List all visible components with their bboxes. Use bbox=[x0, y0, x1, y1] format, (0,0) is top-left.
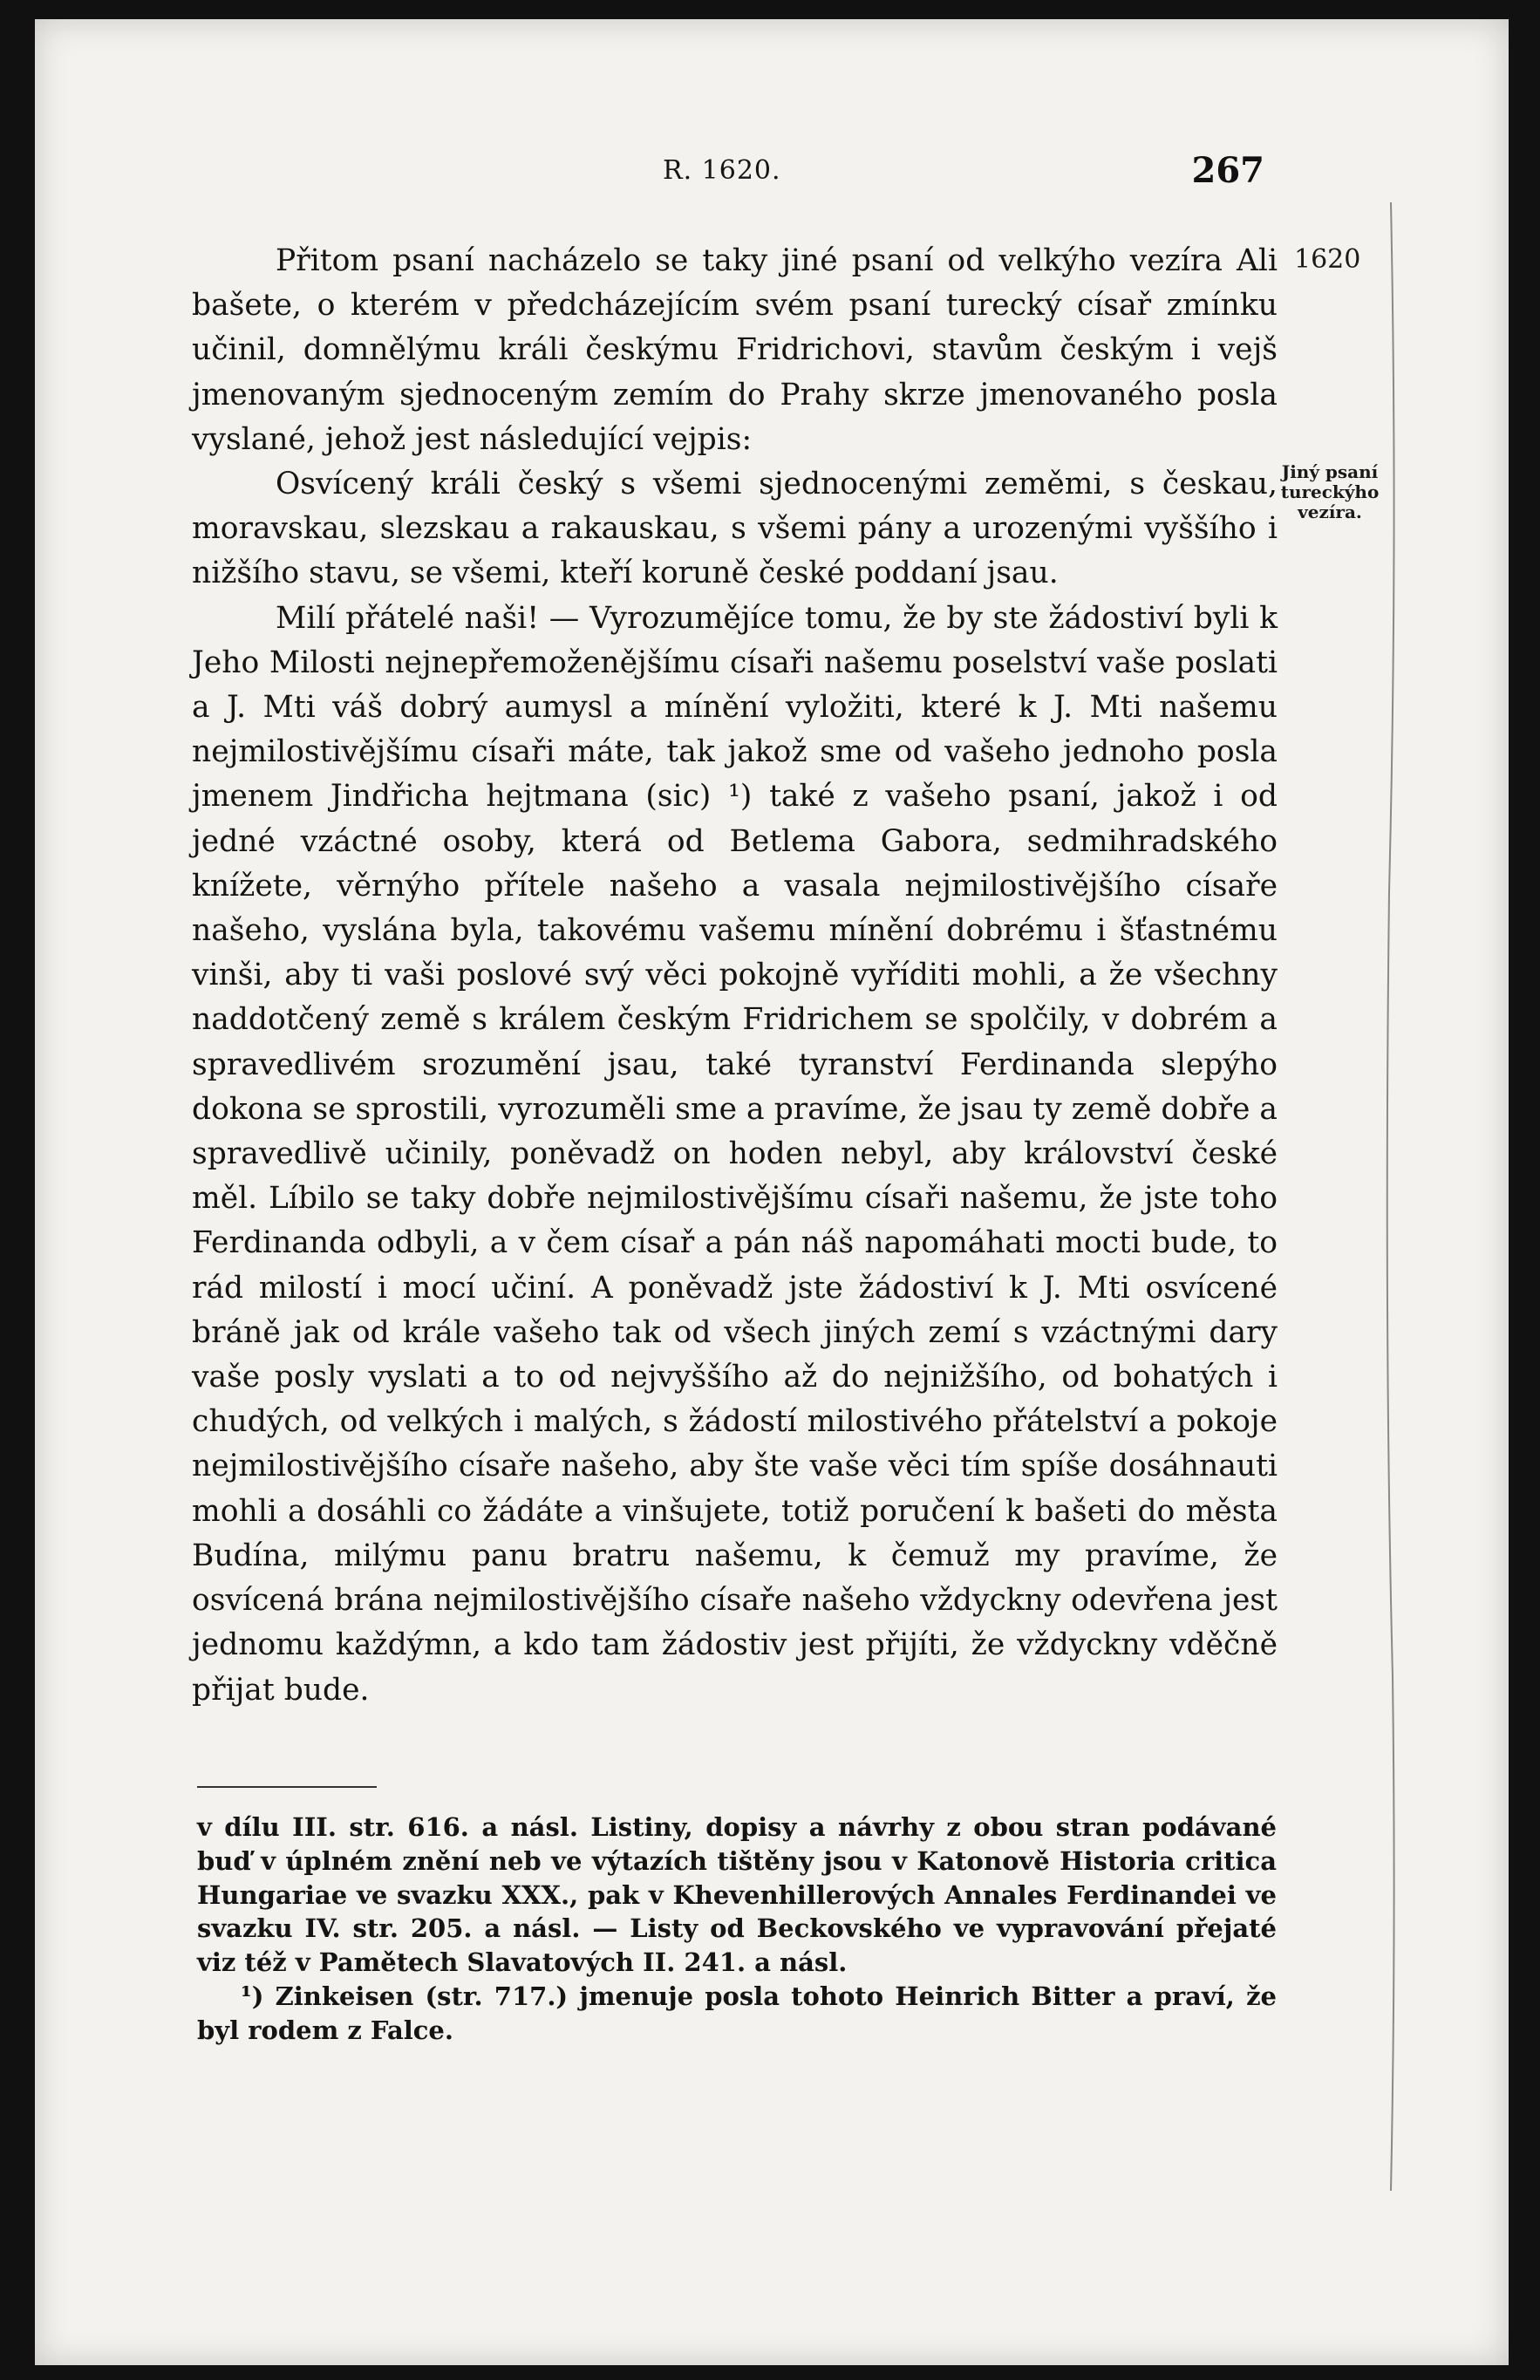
book-page bbox=[35, 19, 1509, 2365]
footnote: ¹) Zinkeisen (str. 717.) jmenuje posla tohoto Heinrich Bitter a praví, že byl rodem z Falce. bbox=[197, 1981, 1277, 2045]
margin-pencil-line bbox=[1373, 194, 1408, 2199]
page-number: 267 bbox=[1191, 150, 1264, 191]
margin-note bbox=[1273, 462, 1387, 522]
footnote-rule bbox=[197, 1786, 377, 1788]
paragraph-intro: Přitom psaní nacházelo se taky jiné psaní od velkýho vezíra Ali bašete, o kterém v předcházejícím svém psaní turecký císař zmínku učinil, domnělýmu králi českýmu Fridrichovi, stavům českým i vejš jmenovaným sjednoceným zemím do Prahy skrze jmenovaného posla vyslané, jehož jest následující vejpis: bbox=[192, 243, 1278, 457]
paragraph-salutation: Osvícený králi český s všemi sjednocenými zeměmi, s českau, moravskau, slezskau a rakauskau, s všemi pány a urozenými vyššího i nižšího stavu, se všemi, kteří koruně české poddaní jsau. bbox=[192, 467, 1278, 591]
footnote: v dílu III. str. 616. a násl. Listiny, dopisy a návrhy z obou stran podávané buď v úplném znění neb ve výtazích tištěny jsou v Katonově Historia critica Hungariae ve svazku XXX., pak v Khevenhillerových Annales Ferdinandei ve svazku IV. str. 205. a násl. — Listy od Beckovského ve vypravování přejaté viz též v Pamětech Slavatových II. 241. a násl. bbox=[197, 1812, 1277, 1978]
margin-note-line: vezíra. bbox=[1298, 501, 1362, 522]
main-text bbox=[192, 239, 1278, 1713]
margin-note-line: Jiný psaní bbox=[1281, 461, 1379, 482]
running-header bbox=[663, 150, 1264, 194]
margin-year: 1620 bbox=[1294, 244, 1361, 275]
header-year: R. 1620. bbox=[663, 155, 781, 186]
paragraph-letter: Milí přátelé naši! — Vyrozumějíce tomu, že by ste žádostiví byli k Jeho Milosti nejnepřemoženějšímu císaři našemu poselství vaše poslati a J. Mti váš dobrý aumysl a mínění vyložiti, které k J. Mti našemu nejmilostivějšímu císaři máte, tak jakož sme od vašeho jednoho posla jmenem Jindřicha hejtmana (sic) ¹) také z vašeho psaní, jakož i od jedné vzáctné osoby, která od Betlema Gabora, sedmihradského knížete, věrnýho přítele našeho a vasala nejmilostivějšího císaře našeho, vyslána byla, takovému vašemu mínění dobrému i šťastnému vinši, aby ti vaši poslové svý věci pokojně vyříditi mohli, a že všechny naddotčený země s králem českým Fridrichem se spolčily, v dobrém a spravedlivém srozumění jsau, také tyranství Ferdinanda slepýho dokona se sprostili, vyrozuměli sme a pravíme, že jsau ty země dobře a spravedlivě učinily, poněvadž on hoden nebyl, aby království české měl. Líbilo se taky dobře nejmilostivějšímu císaři našemu, že jste toho Ferdinanda odbyli, a v čem císař a pán náš napomáhati mocti bude, to rád milostí i mocí učiní. A poněvadž jste žádostiví k J. Mti osvícené bráně jak od krále vašeho tak od všech jiných zemí s vzáctnými dary vaše posly vyslati a to od nejvyššího až do nejnižšího, od bohatých i chudých, od velkých i malých, s žádostí milostivého přátelství a pokoje nejmilostivějšího císaře našeho, aby šte vaše věci tím spíše dosáhnauti mohli a dosáhli co žádáte a vinšujete, totiž poručení k bašeti do města Budína, milýmu panu bratru našemu, k čemuž my pravíme, že osvícená brána nejmilostivějšího císaře našeho vždyckny odevřena jest jednomu každýmn, a kdo tam žádostiv jest přijíti, že vždyckny vděčně přijat bude. bbox=[192, 600, 1278, 1708]
margin-note-line: tureckýho bbox=[1280, 481, 1380, 502]
footnotes bbox=[197, 1811, 1277, 2048]
